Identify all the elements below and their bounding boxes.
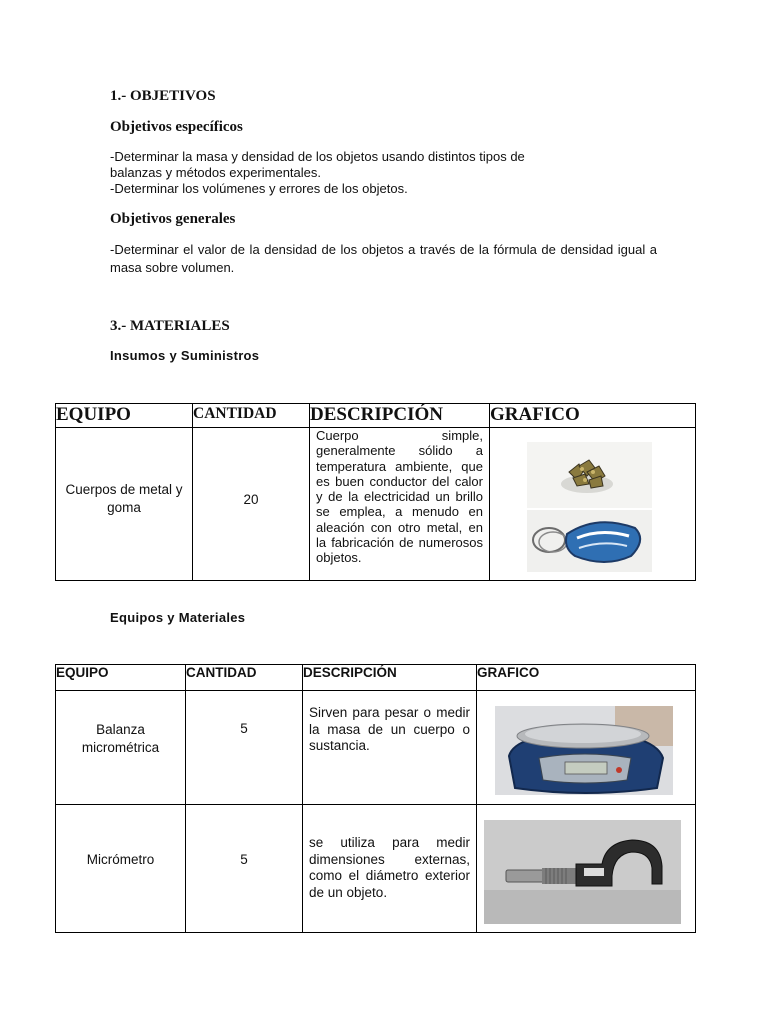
table-row bbox=[56, 428, 696, 581]
subheading-objetivos-generales: Objetivos generales bbox=[110, 211, 236, 227]
cell-descripcion: Sirven para pesar o medir la masa de un cuerpo o sustancia. bbox=[303, 691, 477, 805]
header-equipo: EQUIPO bbox=[56, 404, 193, 428]
objetivo-line-3: -Determinar los volúmenes y errores de los objetos. bbox=[110, 181, 408, 196]
balanza-image bbox=[495, 706, 673, 795]
cell-grafico bbox=[477, 805, 696, 933]
header-descripcion: DESCRIPCIÓN bbox=[310, 404, 490, 428]
cell-cantidad: 5 bbox=[186, 691, 303, 805]
cell-descripcion: se utiliza para medir dimensiones externas, como el diámetro exterior de un objeto. bbox=[303, 805, 477, 933]
metal-pieces-image bbox=[527, 442, 652, 508]
equipos-table bbox=[55, 664, 696, 933]
header-equipo: EQUIPO bbox=[56, 665, 186, 691]
header-descripcion: DESCRIPCIÓN bbox=[303, 665, 477, 691]
insumos-table bbox=[55, 403, 696, 581]
subheading-objetivos-especificos: Objetivos específicos bbox=[110, 119, 243, 135]
objetivo-line-2: balanzas y métodos experimentales. bbox=[110, 165, 322, 180]
header-grafico: GRAFICO bbox=[477, 665, 696, 691]
cell-grafico bbox=[477, 691, 696, 805]
table-row bbox=[56, 691, 696, 805]
objetivos-especificos-text bbox=[110, 149, 670, 197]
header-cantidad: CANTIDAD bbox=[186, 665, 303, 691]
cell-equipo: Balanza micrométrica bbox=[56, 691, 186, 805]
section-heading-materiales: 3.- MATERIALES bbox=[110, 318, 230, 334]
table-header-row bbox=[56, 404, 696, 428]
cell-equipo: Micrómetro bbox=[56, 805, 186, 933]
table-row bbox=[56, 805, 696, 933]
header-cantidad: CANTIDAD bbox=[193, 404, 310, 428]
cell-equipo: Cuerpos de metal y goma bbox=[56, 428, 193, 581]
subheading-equipos: Equipos y Materiales bbox=[110, 610, 246, 625]
keychain-image bbox=[527, 510, 652, 572]
objetivo-line-1: -Determinar la masa y densidad de los objetos usando distintos tipos de bbox=[110, 149, 525, 164]
micrometro-image bbox=[484, 820, 681, 924]
table-header-row bbox=[56, 665, 696, 691]
cell-cantidad: 20 bbox=[193, 428, 310, 581]
cell-grafico bbox=[490, 428, 696, 581]
cell-cantidad: 5 bbox=[186, 805, 303, 933]
objetivos-generales-text: -Determinar el valor de la densidad de los objetos a través de la fórmula de densidad igual a masa sobre volumen. bbox=[110, 242, 657, 275]
cell-descripcion: Cuerpo simple, generalmente sólido a temperatura ambiente, que es buen conductor del calor y de la electricidad un brillo se emplea, a menudo en aleación con otro metal, en la fabricación de numerosos objetos. bbox=[310, 428, 490, 581]
subheading-insumos: Insumos y Suministros bbox=[110, 348, 260, 363]
section-heading-objetivos: 1.- OBJETIVOS bbox=[110, 88, 216, 104]
header-grafico: GRAFICO bbox=[490, 404, 696, 428]
